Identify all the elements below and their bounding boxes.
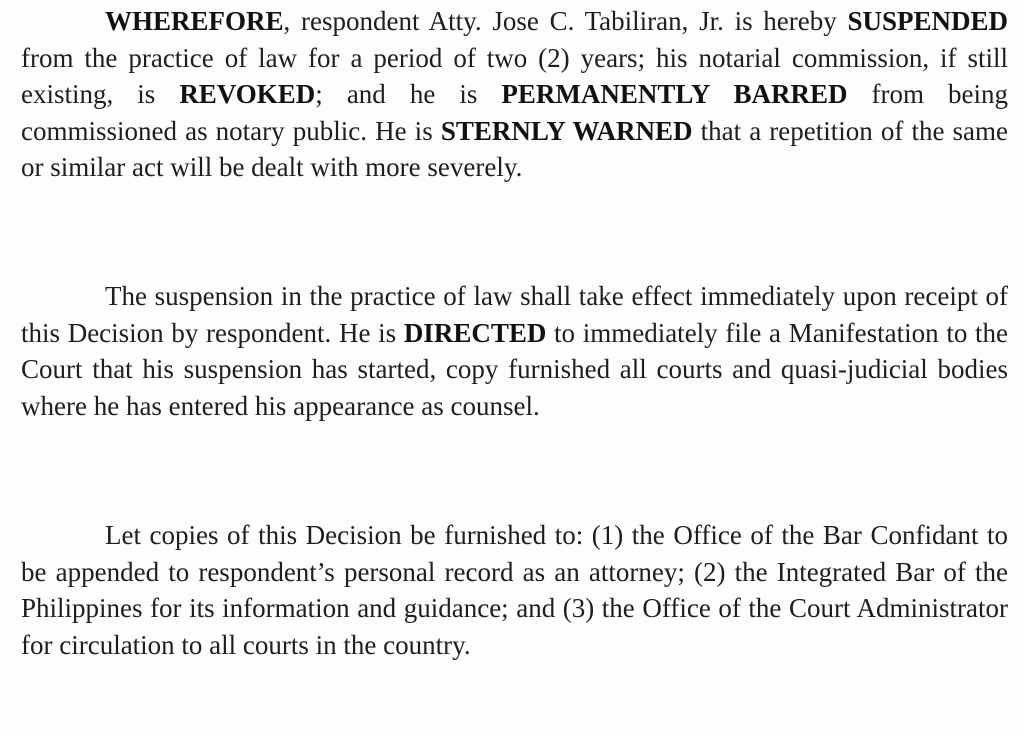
bold-term: WHEREFORE: [105, 6, 284, 36]
paragraph-suspension: [21, 278, 1008, 424]
bold-term: SUSPENDED: [847, 6, 1008, 36]
paragraph-text: ; and he is: [315, 79, 502, 110]
paragraph-text: that a repetition of the same or similar act will be dealt with more severely.: [21, 115, 1009, 183]
bold-term: PERMANENTLY BARRED: [501, 79, 848, 110]
paragraph-text: from being commissioned as notary public. He is: [21, 79, 1008, 146]
bold-term: DIRECTED: [403, 317, 547, 348]
paragraph-text: from the practice of law for a period of two (2) years; his notarial commission, if still existing, is: [21, 42, 1008, 110]
paragraph-text: Let copies of this Decision be furnished to: (1) the Office of the Bar Confidant to be appended to respondent’s personal record as an attorney; (2) the Integrated Bar of the Philippines for its information and guidance; and (3) the Office of the Court Administrator for circulation to all courts in the country.: [21, 520, 1008, 660]
paragraph-text: The suspension in the practice of law shall take effect immediately upon receipt of this Decision by respondent. He is: [21, 281, 1008, 348]
paragraph-text: to immediately file a Manifestation to the Court that his suspension has started, copy furnished all courts and quasi-judicial bodies where he has entered his appearance as counsel.: [21, 317, 1009, 421]
paragraph-copies: [21, 517, 1008, 663]
paragraph-wherefore: [21, 3, 1008, 186]
bold-term: STERNLY WARNED: [440, 115, 693, 146]
paragraph-text: , respondent Atty. Jose C. Tabiliran, Jr. is hereby: [283, 6, 848, 36]
bold-term: REVOKED: [179, 79, 316, 110]
